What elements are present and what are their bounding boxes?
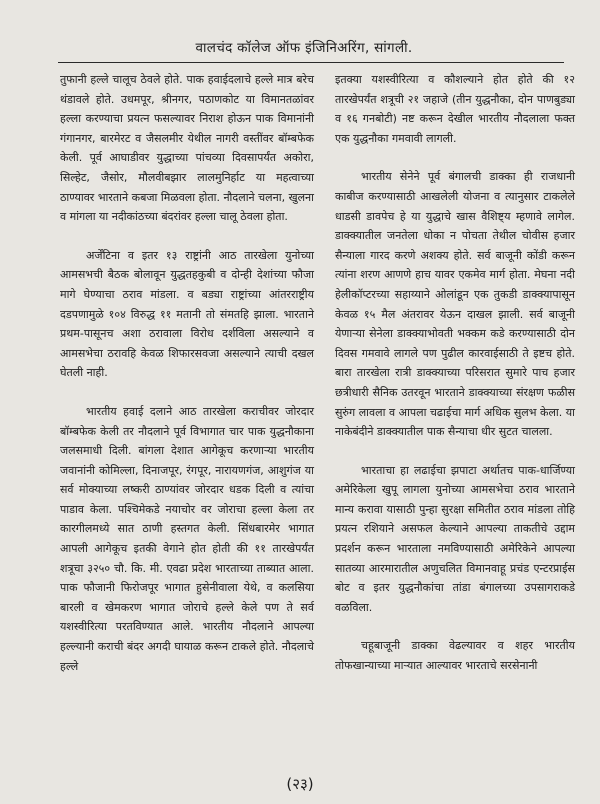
paragraph: चहूबाजूनी डाक्का वेढल्यावर व शहर भारतीय तोफखान्याच्या माऱ्यात आल्यावर भारताचे सरसेनानी [335,639,575,673]
header-divider [58,62,564,63]
page-number: (२३) [286,775,314,793]
right-column [335,70,575,676]
page-header: वालचंद कॉलेज ऑफ इंजिनिअरिंग, सांगली. [195,40,413,56]
paragraph: तुफानी हल्ले चालूच ठेवले होते. पाक हवाईदलाचे हल्ले मात्र बरेच थंडावले होते. उधमपूर, श्रीनगर, पठाणकोट या विमानतळांवर हल्ला करण्याचा प्रयत्न फसल्यावर निराश होऊन पाक विमानांनी गंगानगर, बारमेरट व जैसलमीर येथील नागरी वस्तींवर बॉम्बफेक केली. पूर्व आघाडीवर युद्धाच्या पांचव्या दिवसापर्यंत अकोरा, सिल्हेट, जैसोर, मौलवीबझार लालमुनिर्हाट या महत्वाच्या ठाण्यावर भारताने कबजा मिळवला होता. नौदलाने चलना, खुलना व मांगला या नदीकांठच्या बंदरांवर हल्ला चालू ठेवला होता. [60,73,314,224]
left-column [60,70,314,676]
paragraph: इतक्या यशस्वीरित्या व कौशल्याने होत होते की १२ तारखेपर्यंत शत्रूची २१ जहाजे (तीन युद्धनौका, दोन पाणबुड्या व १६ गनबोटी) नष्ट करून देखील भारतीय नौदलाला फक्त एक युद्धनौका गमवावी लागली. [335,73,575,145]
paragraph: भारतीय हवाई दलाने आठ तारखेला कराचीवर जोरदार बॉम्बफेक केली तर नौदलाने पूर्व विभागात चार पाक युद्धनौकाना जलसमाधी दिली. बांगला देशात आगेकूच करणाऱ्या भारतीय जवानांनी कोमिल्ला, दिनाजपूर, रंगपूर, नारायणगंज, आशुगंज या सर्व मोक्याच्या लष्करी ठाण्यांवर जोरदार धडक दिली व त्यांचा पाडाव केला. पश्चिमेकडे नयाचोर वर जोराचा हल्ला केला तर कारगीलमध्ये सात ठाणी हस्तगत केली. सिंधबारमेर भागात आपली आगेकूच इतकी वेगाने होत होती की ११ तारखेपर्यंत शत्रूचा ३२५० चौ. कि. मी. एवढा प्रदेश भारताच्या ताब्यात आला. पाक फौजानी फिरोजपूर भागात हुसेनीवाला येथे, व कलसिया बारली व खेमकरण भागात जोराचे हल्ले केले पण ते सर्व यशस्वीरित्या परतविण्यात आले. भारतीय नौदलाने आपल्या हल्ल्यानी कराची बंदर अगदी घायाळ करून टाकले होते. नौदलाचे हल्ले [60,404,314,673]
paragraph: भारताचा हा लढाईचा झपाटा अर्थातच पाक-धार्जिण्या अमेरिकेला खुपू लागला युनोच्या आमसभेचा ठराव भारताने मान्य करावा यासाठी पुन्हा सुरक्षा समितीत ठराव मांडला तोहि प्रयत्न रशियाने असफल केल्याने आपल्या ताकतीचे उद्दाम प्रदर्शन करून भारताला नमविण्यासाठी अमेरिकेने आपल्या सातव्या आरमारातील अणुचलित विमानवाहू प्रचंड एन्टरप्राईस बोट व इतर युद्धनौकांचा तांडा बंगालच्या उपसागराकडे वळविला. [335,463,575,614]
paragraph: भारतीय सेनेने पूर्व बंगालची डाक्का ही राजधानी काबीज करण्यासाठी आखलेली योजना व त्यानुसार टाकलेले धाडसी डावपेच हे या युद्धाचे खास वैशिष्ट्य म्हणावे लागेल. डाक्क्यातील जनतेला धोका न पोचता तेथील चोवीस हजार सैन्याला गारद करणे अशक्य होते. सर्व बाजूनी कोंडी करून त्यांना शरण आणणे हाच यावर एकमेव मार्ग होता. मेघना नदी हेलीकॉप्टरच्या सहाय्याने ओलांडून एक तुकडी डाक्क्यापासून केवळ १५ मैल अंतरावर येऊन दाखल झाली. सर्व बाजूनी येणाऱ्या सेनेला डाक्क्याभोवती भक्कम कडे करण्यासाठी दोन दिवस गमवावे लागले पण पुढील कारवाईसाठी ते इष्टच होते. बारा तारखेला रात्री डाक्क्याच्या परिसरात सुमारे पाच हजार छत्रीधारी सैनिक उतरवून भारताने डाक्क्याच्या संरक्षण फळीस सुरुंग लावला व आपला चढाईचा मार्ग अधिक सुलभ केला. या नाकेबंदीने डाक्क्यातील पाक सैन्याचा धीर सुटत चालला. [335,170,575,439]
paragraph: अर्जेंटिना व इतर १३ राष्ट्रांनी आठ तारखेला युनोच्या आमसभची बैठक बोलावून युद्धतहकुबी व दोन्ही देशांच्या फौजा मागे घेण्याचा ठराव मांडला. व बड्या राष्ट्रांच्या आंतरराष्ट्रीय दडपणामुळे १०४ विरुद्ध ११ मतानी तो संमतहि झाला. भारताने प्रथम-पासूनच अशा ठरावाला विरोध दर्शविला असल्याने व आमसभेचा ठरावहि केवळ शिफारसवजा असल्याने त्याची दखल घेतली नाही. [60,248,314,380]
